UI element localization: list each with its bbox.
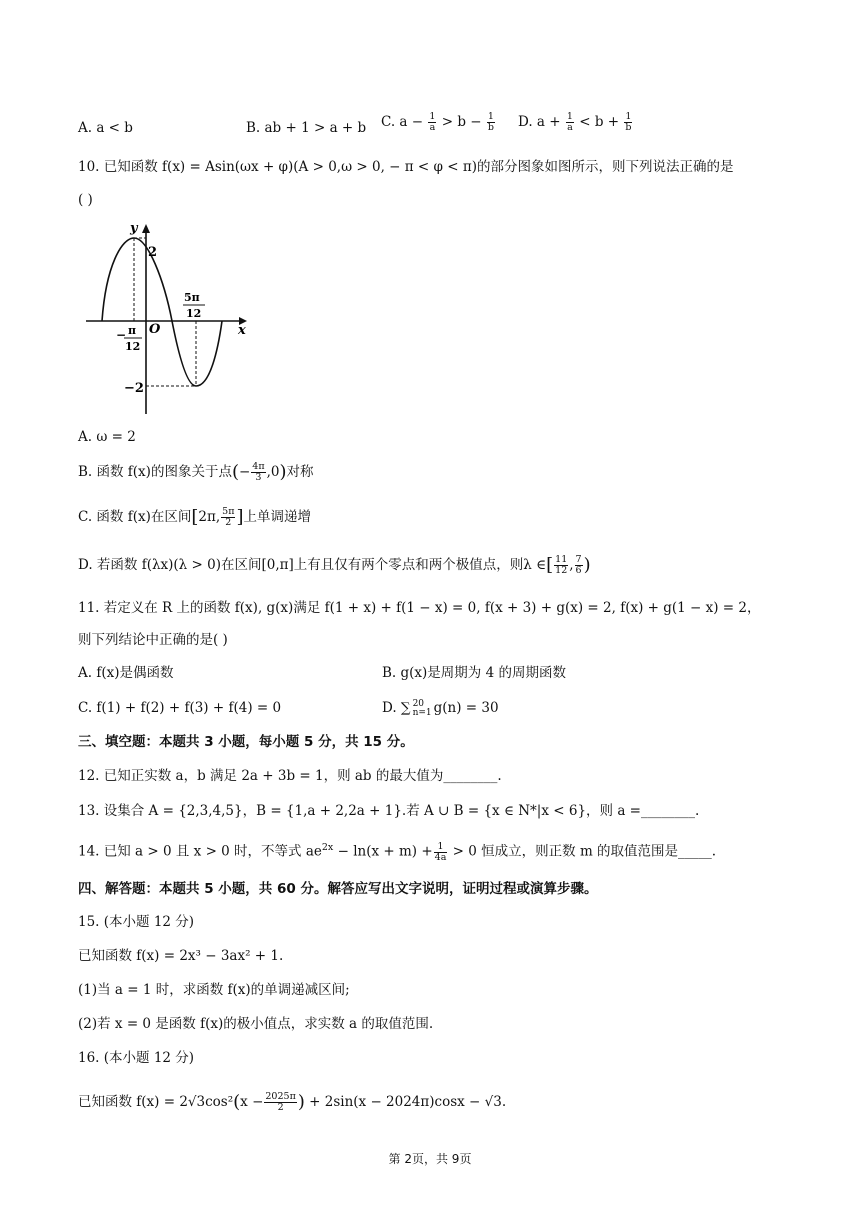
section-3-heading: 三、填空题：本题共 3 小题，每小题 5 分，共 15 分。 [78,734,414,750]
graph-max-label: 2 [148,245,158,260]
q15-part-1: (1)当 a = 1 时，求函数 f(x)的单调递减区间; [78,982,350,998]
q15-part-2: (2)若 x = 0 是函数 f(x)的极小值点，求实数 a 的取值范围. [78,1016,434,1032]
graph-right-tick-den: 12 [186,307,202,320]
q11-stem: 11. 若定义在 R 上的函数 f(x), g(x)满足 f(1 + x) + f(1 − x) = 0, f(x + 3) + g(x) = 2, f(x) + g(1 − x) = 2， [78,600,761,616]
q16-given: 已知函数 f(x) = 2√3cos²(x − $\frac{2025\pi}{2}$ ) + 2sin(x − 2024π)cosx − √3. [78,1091,507,1113]
graph-min-label: −2 [124,381,144,396]
page-footer: 第 2页，共 9页 [388,1152,472,1166]
q12: 12. 已知正实数 a，b 满足 2a + 3b = 1，则 ab 的最大值为________. [78,768,502,784]
q10-option-d: D. 若函数 f(λx)(λ > 0)在区间[0,π]上有且仅有两个零点和两个极值点，则λ ∈[ $\frac{11}{12}$ , $\frac{7}{6}$ ) [78,554,591,576]
graph-origin: O [149,322,161,337]
graph-left-tick-num: π [128,324,137,337]
graph-x-label: x [238,323,246,338]
q11-option-a: A. f(x)是偶函数 [78,665,174,681]
q16-head: 16. (本小题 12 分) [78,1050,195,1066]
q13: 13. 设集合 A = {2,3,4,5}，B = {1,a + 2,2a + 1}.若 A ∪ B = {x ∈ N*|x < 6}，则 a =________. [78,803,700,819]
q11-option-d: D. ∑ 20 n=1 g(n) = 30 [382,698,499,718]
q10-option-a: A. ω = 2 [78,429,136,445]
q10-stem: 10. 已知函数 f(x) = Asin(ωx + φ)(A > 0,ω > 0, − π < φ < π)的部分图象如图所示，则下列说法正确的是 [78,159,734,175]
section-4-heading: 四、解答题：本题共 5 小题，共 60 分。解答应写出文字说明，证明过程或演算步骤。 [78,881,598,897]
q9-option-d: D. a + $\frac{1}{a}$ < b + $\frac{1}{b}$ [518,111,632,133]
graph-right-tick-num: 5π [184,291,200,304]
q15-head: 15. (本小题 12 分) [78,914,195,930]
graph-y-label: y [130,221,138,236]
svg-text:−: − [116,328,127,342]
q9-option-c: C. a − $\frac{1}{a}$ > b − $\frac{1}{b}$ [381,111,494,133]
q15-given: 已知函数 f(x) = 2x³ − 3ax² + 1. [78,948,284,964]
q10-graph [84,220,254,416]
q11-stem-2: 则下列结论中正确的是( ) [78,632,228,648]
q10-option-b: B. 函数 f(x)的图象关于点(− $\frac{4\pi}{3}$ ,0)对称 [78,461,314,483]
q10-answer-paren: ( ) [78,192,93,208]
q9-option-b: B. ab + 1 > a + b [246,120,367,136]
q10-option-c: C. 函数 f(x)在区间[2π, $\frac{5\pi}{2}$ ]上单调递增 [78,506,311,528]
graph-left-tick-den: 12 [125,340,141,353]
q14: 14. 已知 a > 0 且 x > 0 时，不等式 $ae^{2x} - \ln(x + m)$ + $\frac{1}{4a}$ > 0 恒成立，则正数 m 的取值范围是_____. [78,840,717,863]
q9-option-a: A. a < b [78,120,133,136]
q11-option-b: B. g(x)是周期为 4 的周期函数 [382,665,566,681]
q11-option-c: C. f(1) + f(2) + f(3) + f(4) = 0 [78,700,282,716]
